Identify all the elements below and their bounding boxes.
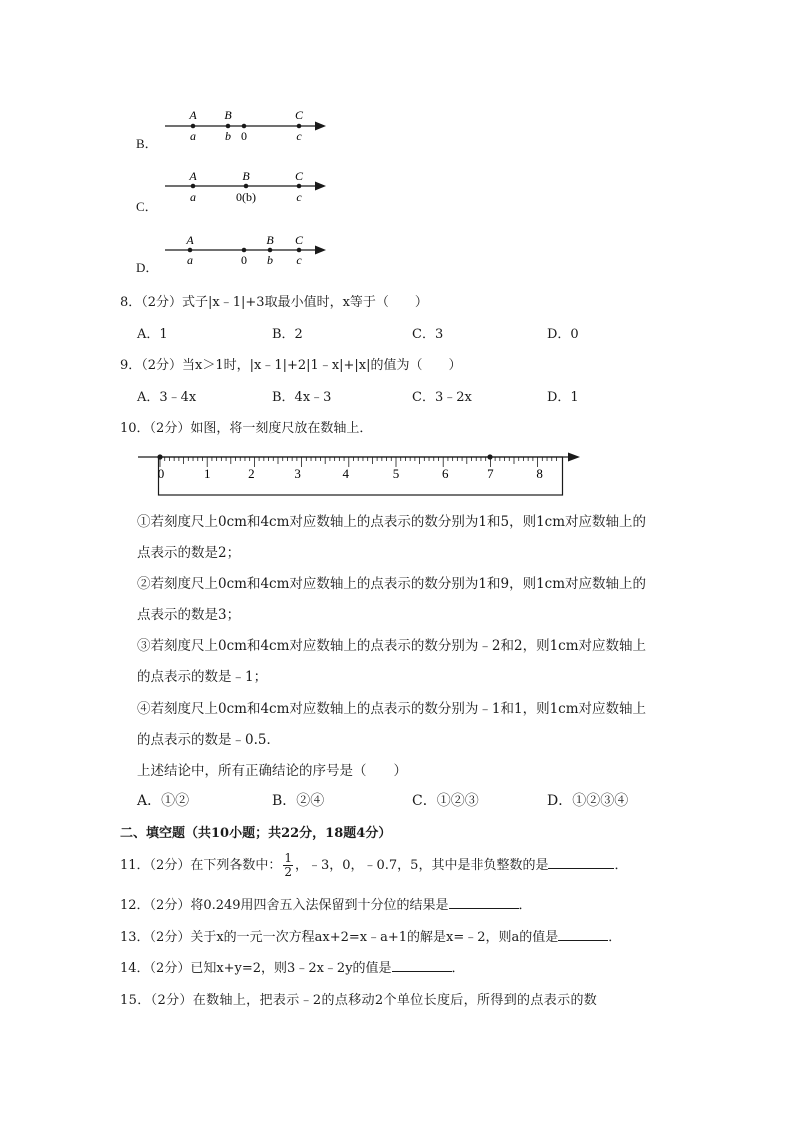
ruler-number: 2 (248, 466, 255, 481)
label-lower-b: b (267, 253, 273, 267)
question-12 (120, 894, 532, 913)
label-upper-b: B (242, 169, 250, 183)
point-a (191, 184, 196, 189)
point-zero (242, 248, 247, 253)
point-b (268, 248, 273, 253)
axis-point-zero (157, 454, 162, 459)
statement-1-line-2: 点表示的数是2； (137, 545, 241, 561)
question-10-stem: 10．（2分）如图，将一刻度尺放在数轴上． (120, 421, 373, 436)
label-lower-a: a (190, 190, 196, 204)
ruler-number: 5 (392, 466, 400, 481)
q8-option-b[interactable]: B．2 (272, 327, 303, 342)
label-lower-b: b (225, 129, 231, 143)
ruler-number: 3 (294, 466, 301, 481)
q8-option-a[interactable]: A．1 (137, 327, 168, 342)
label-upper-c: C (294, 233, 304, 247)
label-upper-c: C (294, 108, 304, 122)
statement-3-line-2: 的点表示的数是﹣1； (137, 669, 268, 685)
label-lower-zero: 0 (241, 253, 247, 267)
label-upper-a: A (189, 108, 197, 122)
question-11 (120, 850, 627, 882)
q13-answer-blank[interactable] (558, 928, 608, 941)
label-upper-b: B (224, 108, 232, 122)
q10-option-d[interactable]: D．①②③④ (547, 793, 629, 809)
q7-option-d-numberline (160, 230, 335, 270)
q7-option-c-label[interactable]: C． (136, 199, 158, 214)
statement-3-line-1: ③若刻度尺上0cm和4cm对应数轴上的点表示的数分别为﹣2和2，则1cm对应数轴上 (137, 638, 647, 654)
ruler-figure (136, 446, 586, 498)
q7-option-d-label[interactable]: D． (136, 260, 159, 275)
q9-option-d[interactable]: D．1 (547, 390, 579, 405)
q7-option-b-label[interactable]: B． (136, 136, 158, 151)
statement-1-line-1: ①若刻度尺上0cm和4cm对应数轴上的点表示的数分别为1和5，则1cm对应数轴上的 (137, 514, 647, 530)
fraction-numerator: 1 (284, 851, 292, 865)
q10-option-c[interactable]: C．①②③ (412, 793, 479, 809)
ruler-ticks (160, 457, 556, 467)
q8-option-c[interactable]: C．3 (412, 327, 444, 342)
q9-option-b[interactable]: B．4x﹣3 (272, 390, 332, 405)
q13-end: ． (608, 930, 622, 945)
axis-arrow (568, 453, 580, 462)
point-b (244, 184, 249, 189)
label-upper-a: A (189, 169, 197, 183)
statement-4-line-2: 的点表示的数是﹣0.5． (137, 732, 280, 748)
q9-option-a[interactable]: A．3﹣4x (137, 390, 197, 405)
ruler-number: 4 (342, 466, 350, 481)
q7-option-c-numberline (160, 166, 335, 208)
point-zero (242, 124, 247, 129)
label-lower-a: a (187, 253, 193, 267)
statement-2-line-2: 点表示的数是3； (137, 607, 241, 623)
statement-2-line-1: ②若刻度尺上0cm和4cm对应数轴上的点表示的数分别为1和9，则1cm对应数轴上的 (137, 576, 647, 592)
q12-answer-blank[interactable] (449, 896, 519, 909)
q14-end: ． (451, 961, 465, 976)
statement-4-line-1: ④若刻度尺上0cm和4cm对应数轴上的点表示的数分别为﹣1和1，则1cm对应数轴上 (137, 701, 647, 717)
axis-point-seven (487, 454, 492, 459)
q12-end: ． (518, 898, 532, 913)
q13-text: 13．（2分）关于x的一元一次方程ax+2=x﹣a+1的解是x=﹣2，则a的值是 (120, 930, 559, 945)
label-upper-a: A (186, 233, 194, 247)
point-b (226, 124, 231, 129)
label-lower-zero: 0 (241, 129, 247, 143)
label-upper-b: B (266, 233, 274, 247)
q11-before: 11．（2分）在下列各数中： (120, 858, 282, 873)
ruler-number: 1 (203, 466, 211, 481)
q12-text: 12．（2分）将0.249用四舍五入法保留到十分位的结果是 (120, 898, 449, 913)
q11-end: ． (614, 858, 628, 873)
q9-option-c[interactable]: C．3﹣2x (412, 390, 472, 405)
label-lower-a: a (190, 129, 196, 143)
question-10-prompt: 上述结论中，所有正确结论的序号是（ ） (137, 763, 407, 779)
question-13 (120, 926, 621, 945)
q10-option-a[interactable]: A．①② (137, 793, 190, 809)
q8-option-d[interactable]: D．0 (547, 327, 579, 342)
label-upper-c: C (294, 169, 304, 183)
point-a (188, 248, 193, 253)
question-9-stem: 9．（2分）当x＞1时，|x﹣1|+2|1﹣x|+|x|的值为（ ） (120, 358, 462, 373)
ruler-number: 8 (536, 466, 543, 481)
ruler-number: 0 (157, 466, 165, 481)
q14-text: 14．（2分）已知x+y=2，则3﹣2x﹣2y的值是 (120, 961, 392, 976)
fraction-one-half (283, 852, 293, 879)
q11-answer-blank[interactable] (548, 856, 614, 869)
q7-option-b-numberline (160, 106, 335, 146)
point-c (297, 248, 302, 253)
fraction-denominator: 2 (284, 865, 292, 879)
q11-after: ，﹣3，0，﹣0.7，5，其中是非负整数的是 (294, 858, 549, 873)
label-lower-c: c (296, 129, 302, 143)
question-8-stem: 8．（2分）式子|x﹣1|+3取最小值时，x等于（ ） (120, 295, 428, 310)
q10-option-b[interactable]: B．②④ (272, 793, 325, 809)
question-14 (120, 957, 465, 976)
label-lower-c: c (296, 253, 302, 267)
label-lower-c: c (296, 190, 302, 204)
point-c (297, 124, 302, 129)
ruler-number: 6 (441, 466, 449, 481)
point-c (297, 184, 302, 189)
ruler-numbers (158, 466, 543, 481)
ruler-number: 7 (487, 466, 494, 481)
q14-answer-blank[interactable] (392, 959, 452, 972)
label-lower-zero-b: 0(b) (236, 190, 256, 204)
section-2-heading: 二、填空题（共10小题；共22分，18题4分） (120, 826, 392, 841)
question-15: 15．（2分）在数轴上，把表示﹣2的点移动2个单位长度后，所得到的点表示的数 (120, 993, 598, 1008)
point-a (191, 124, 196, 129)
ruler-body (159, 457, 563, 495)
